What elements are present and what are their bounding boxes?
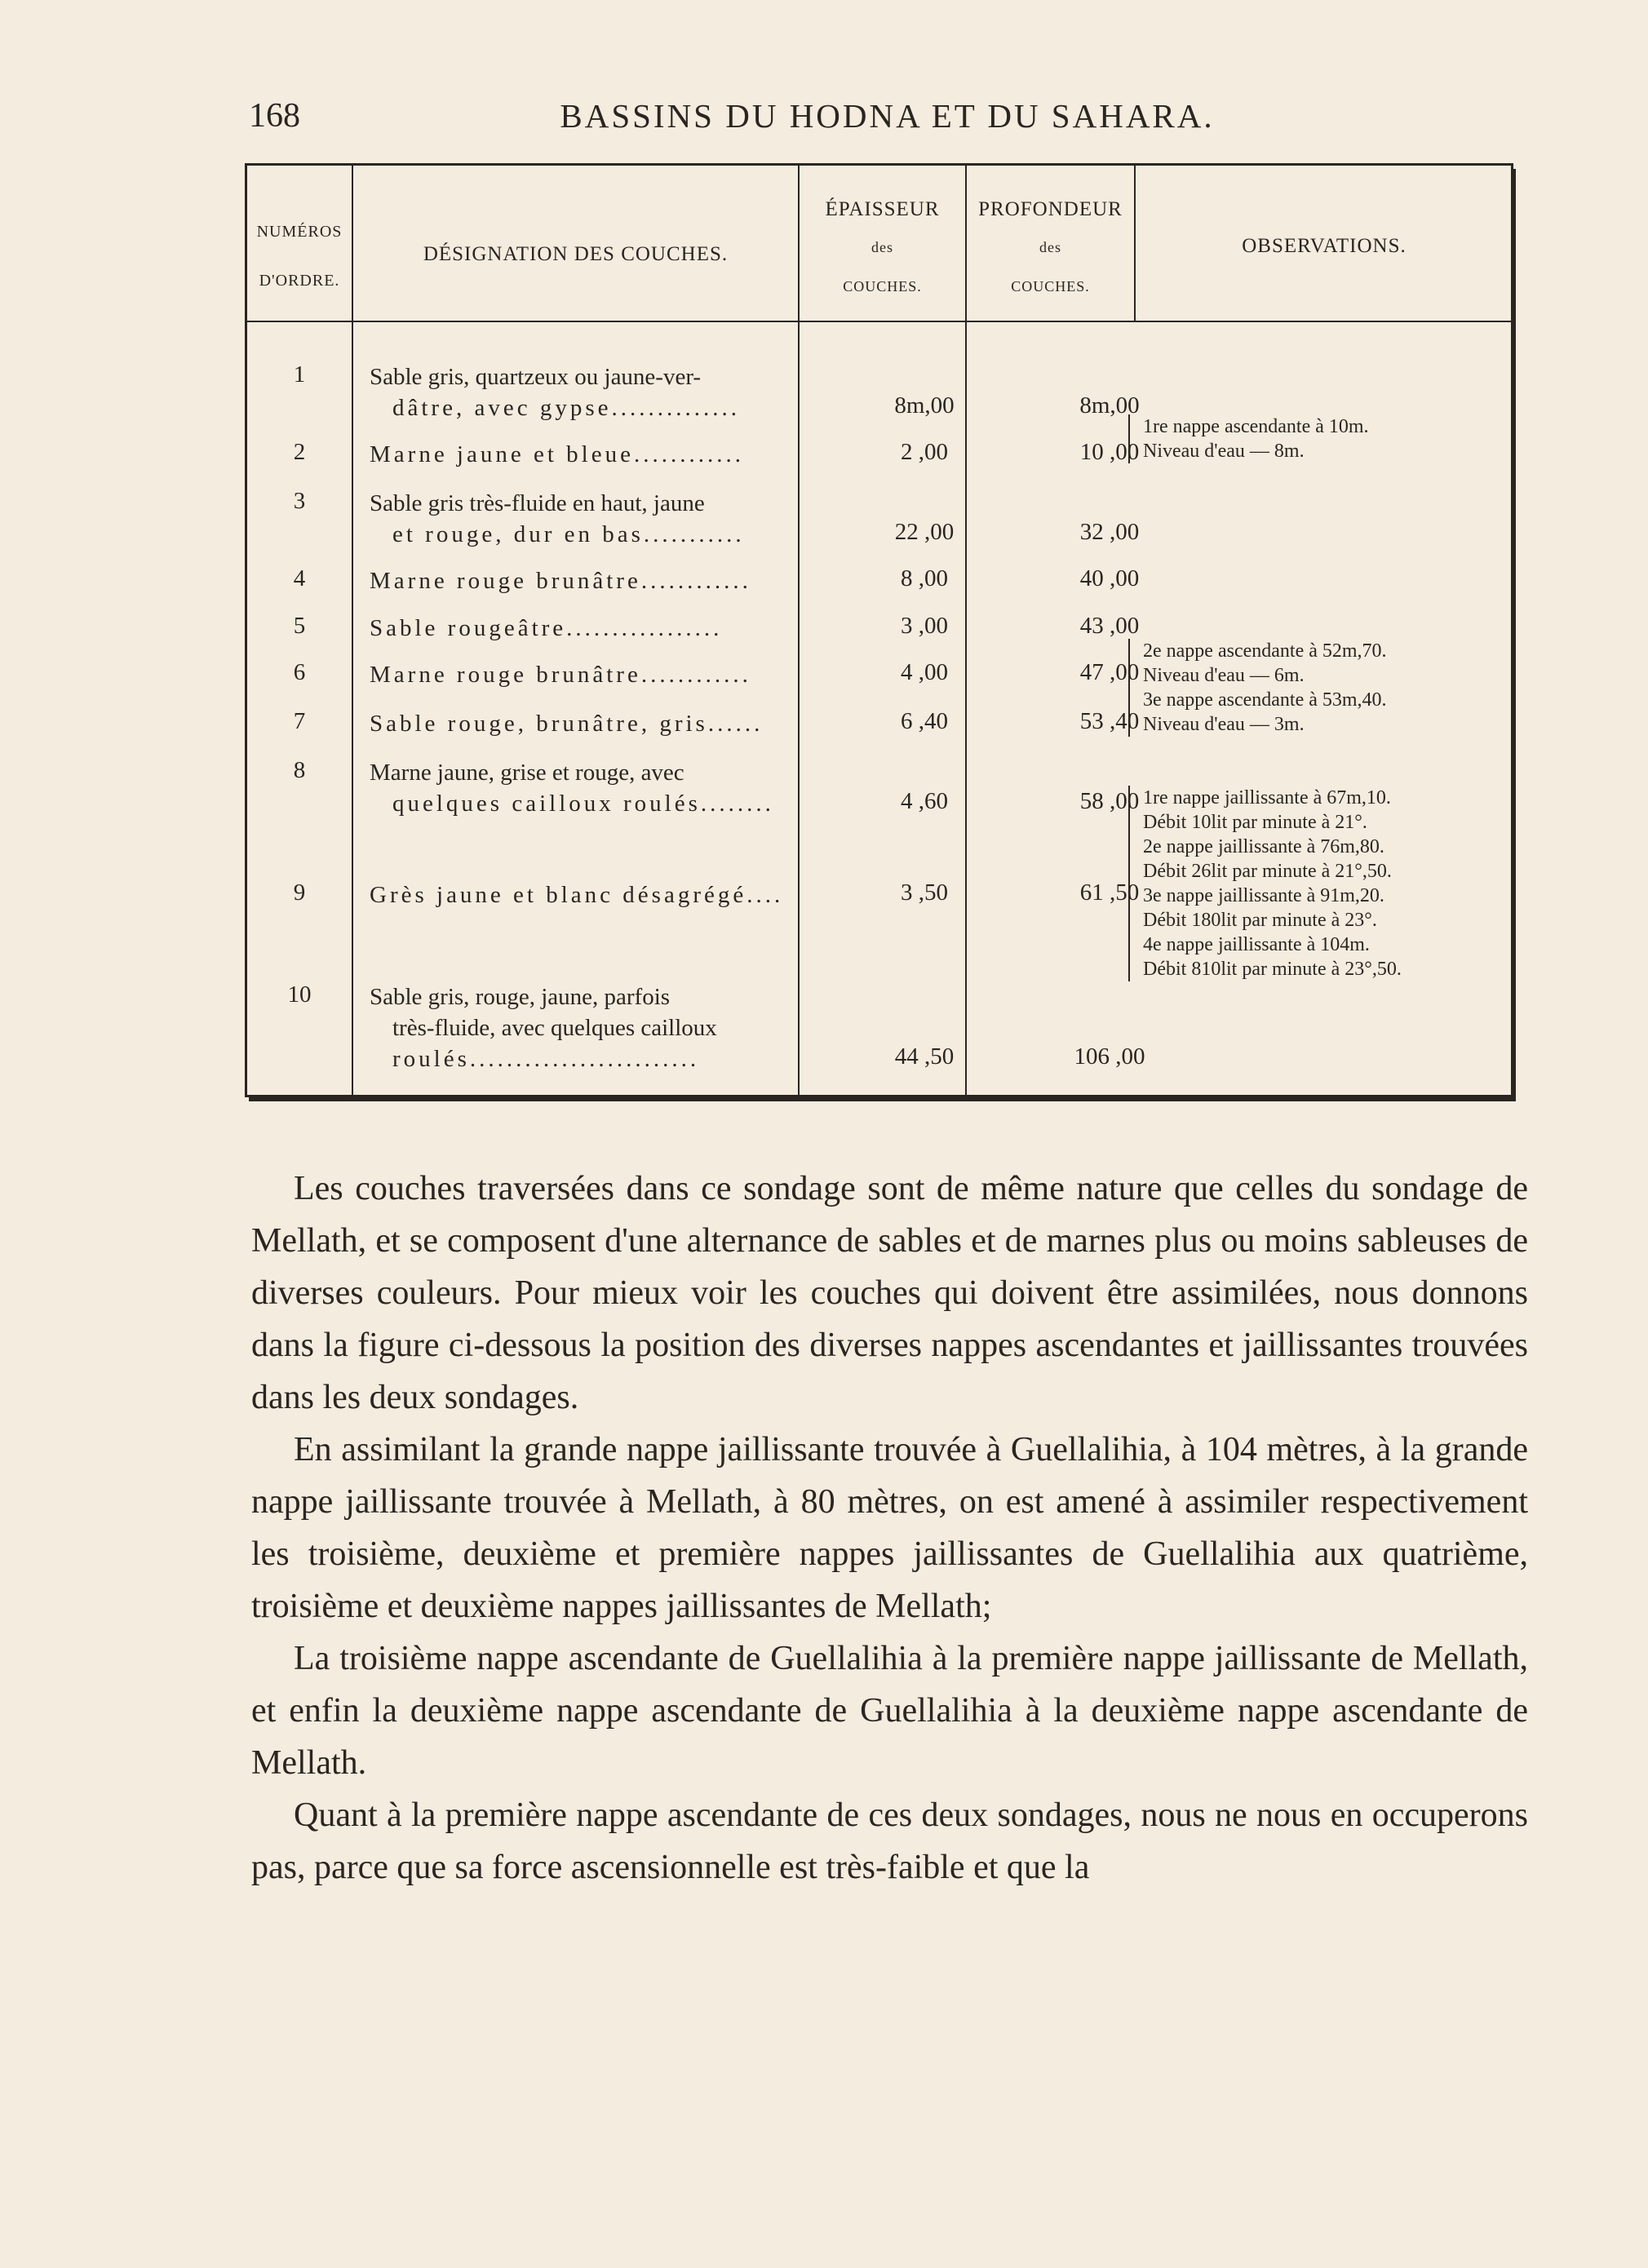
row-profondeur: 53 ,40 — [1079, 708, 1140, 734]
header-profondeur: PROFONDEUR — [978, 198, 1123, 220]
row-profondeur: 32 ,00 — [1079, 519, 1140, 545]
paragraph: En assimilant la grande nappe jaillissante trouvée à Guellalihia, à 104 mètres, à la grande nappe jaillissante trouvée à Mellath, à 80 mètres, on est amené à assimiler respectivement les troisième, deuxième et première nappes jaillissantes de Guellalihia aux quatrième, troisième et deuxième nappes jaillissantes de Mellath; — [251, 1431, 1528, 1625]
designation-line: Sable rougeâtre................. — [370, 615, 723, 641]
observation-line: Débit 10lit par minute à 21°. — [1143, 812, 1367, 833]
observation-group — [1143, 639, 1486, 688]
row-epaisseur: 3 ,00 — [901, 613, 948, 639]
designation-line: roulés......................... — [392, 1046, 700, 1072]
header-rule — [247, 321, 1511, 322]
designation-line: quelques cailloux roulés........ — [392, 791, 774, 817]
running-head — [249, 96, 1526, 145]
strata-table — [245, 163, 1513, 1097]
row-number: 5 — [293, 613, 306, 639]
observation-line: Débit 810lit par minute à 23°,50. — [1143, 959, 1402, 980]
header-dordre: D'ORDRE. — [259, 272, 340, 290]
row-profondeur: 8m,00 — [1079, 392, 1140, 419]
row-epaisseur: 6 ,40 — [901, 708, 948, 734]
header-observations: OBSERVATIONS. — [1242, 235, 1407, 257]
observation-group — [1143, 688, 1486, 737]
row-profondeur: 47 ,00 — [1079, 659, 1140, 685]
observation-line: 1re nappe jaillissante à 67m,10. — [1143, 787, 1391, 808]
row-profondeur: 106 ,00 — [1074, 1043, 1145, 1070]
paragraph: Quant à la première nappe ascendante de ces deux sondages, nous ne nous en occuperons pas, parce que sa force ascensionnelle est très-faible et que la — [251, 1796, 1528, 1886]
designation-line: et rouge, dur en bas........... — [392, 521, 745, 547]
designation-line: Sable rouge, brunâtre, gris...... — [370, 711, 764, 737]
observation-line: Niveau d'eau — 3m. — [1143, 714, 1305, 735]
observation-line: Débit 26lit par minute à 21°,50. — [1143, 861, 1392, 882]
row-profondeur: 40 ,00 — [1079, 565, 1140, 591]
row-number: 10 — [287, 981, 312, 1008]
header-profondeur-couches: COUCHES. — [1011, 278, 1090, 295]
row-number: 2 — [293, 439, 306, 465]
designation-line: Sable gris très-fluide en haut, jaune — [370, 490, 705, 516]
row-number: 7 — [293, 708, 306, 734]
designation-line: Sable gris, rouge, jaune, parfois — [370, 984, 671, 1010]
observation-group — [1143, 414, 1486, 463]
row-epaisseur: 44 ,50 — [894, 1043, 955, 1070]
column-rule — [1134, 166, 1136, 321]
designation-line: Marne jaune, grise et rouge, avec — [370, 760, 684, 786]
row-epaisseur: 2 ,00 — [901, 439, 948, 465]
row-number: 9 — [293, 879, 306, 906]
row-profondeur: 58 ,00 — [1079, 788, 1140, 814]
observation-line: Niveau d'eau — 8m. — [1143, 441, 1305, 462]
designation-line: Sable gris, quartzeux ou jaune-ver- — [370, 364, 702, 390]
paragraph: Les couches traversées dans ce sondage sont de même nature que celles du sondage de Mellath, et se composent d'une alternance de sables et de marnes plus ou moins sableuses de diverses couleurs. Pour mieux voir les couches qui doivent être assimilées, nous donnons dans la figure ci-dessous la position des diverses nappes ascendantes et jaillissantes trouvées dans les deux sondages. — [251, 1170, 1528, 1416]
observation-line: 4e nappe jaillissante à 104m. — [1143, 934, 1370, 955]
row-number: 6 — [293, 659, 306, 685]
row-number: 3 — [293, 488, 306, 514]
row-epaisseur: 4 ,60 — [901, 788, 948, 814]
observation-line: Niveau d'eau — 6m. — [1143, 665, 1305, 686]
observation-line: 3e nappe jaillissante à 91m,20. — [1143, 885, 1384, 906]
row-number: 8 — [293, 757, 306, 783]
row-profondeur: 61 ,50 — [1079, 879, 1140, 906]
header-epaisseur-des: des — [871, 239, 893, 255]
observation-line: 3e nappe ascendante à 53m,40. — [1143, 689, 1387, 711]
observation-line: 2e nappe ascendante à 52m,70. — [1143, 640, 1387, 662]
header-designation: DÉSIGNATION DES COUCHES. — [423, 243, 729, 265]
row-profondeur: 10 ,00 — [1079, 439, 1140, 465]
designation-line: Marne rouge brunâtre............ — [370, 662, 751, 688]
row-epaisseur: 22 ,00 — [894, 519, 955, 545]
designation-line: Marne rouge brunâtre............ — [370, 568, 751, 594]
column-rule — [352, 166, 353, 1095]
brace — [1128, 786, 1130, 981]
brace — [1128, 639, 1130, 688]
row-epaisseur: 8m,00 — [894, 392, 955, 419]
designation-line: Grès jaune et blanc désagrégé.... — [370, 882, 784, 908]
paragraph: La troisième nappe ascendante de Guellalihia à la première nappe jaillissante de Mellath, et enfin la deuxième nappe ascendante de Guellalihia à la deuxième nappe ascendante de Mellath. — [251, 1640, 1528, 1782]
designation-line: dâtre, avec gypse.............. — [392, 395, 740, 421]
observation-line: Débit 180lit par minute à 23°. — [1143, 910, 1377, 931]
page-title: BASSINS DU HODNA ET DU SAHARA. — [560, 97, 1215, 135]
observation-group — [1143, 786, 1486, 981]
row-number: 4 — [293, 565, 306, 591]
header-numeros: NUMÉROS — [256, 223, 343, 241]
row-epaisseur: 4 ,00 — [901, 659, 948, 685]
body-text — [251, 1163, 1528, 1894]
header-epaisseur: ÉPAISSEUR — [825, 198, 940, 220]
designation-line: Marne jaune et bleue............ — [370, 441, 744, 467]
header-epaisseur-couches: COUCHES. — [843, 278, 922, 295]
row-epaisseur: 3 ,50 — [901, 879, 948, 906]
page-number: 168 — [249, 97, 300, 135]
row-number: 1 — [293, 361, 306, 388]
observation-line: 2e nappe jaillissante à 76m,80. — [1143, 836, 1384, 857]
brace — [1128, 414, 1130, 463]
designation-line: très-fluide, avec quelques cailloux — [392, 1015, 717, 1041]
header-profondeur-des: des — [1039, 239, 1061, 255]
row-profondeur: 43 ,00 — [1079, 613, 1140, 639]
observation-line: 1re nappe ascendante à 10m. — [1143, 416, 1369, 437]
row-epaisseur: 8 ,00 — [901, 565, 948, 591]
brace — [1128, 688, 1130, 737]
